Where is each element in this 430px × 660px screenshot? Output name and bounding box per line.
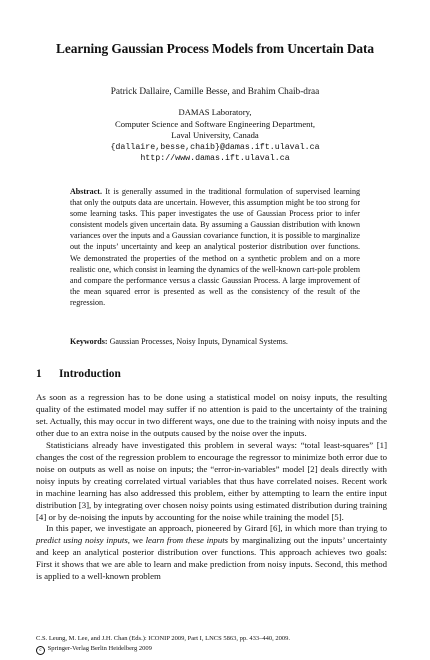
footer bbox=[36, 634, 290, 655]
affiliation-department: Computer Science and Software Engineering Department, bbox=[115, 118, 315, 129]
affiliation-url[interactable]: http://www.damas.ift.ulaval.ca bbox=[140, 154, 290, 163]
paragraph-1: As soon as a regression has to be done using a statistical model on noisy inputs, the resulting quality of the estimated model may suffer if no attention is paid to the uncertainty of the training set. Actually, this may occur in two different ways, one due to the training with noisy inputs and the other due to an extra noise in the outputs caused by the noise over the inputs. bbox=[36, 392, 387, 438]
author-list: Patrick Dallaire, Camille Besse, and Brahim Chaib-draa bbox=[110, 87, 320, 97]
paper-title: Learning Gaussian Process Models from Uncertain Data bbox=[56, 41, 374, 56]
abstract bbox=[70, 186, 360, 308]
keywords bbox=[70, 336, 370, 347]
paragraph-3 bbox=[36, 523, 387, 583]
affiliation-emails: {dallaire,besse,chaib}@damas.ift.ulaval.ca bbox=[110, 142, 320, 152]
section-title: Introduction bbox=[59, 368, 121, 380]
section-number: 1 bbox=[36, 368, 42, 380]
paragraph-3-emphasis-1: predict using noisy inputs bbox=[36, 535, 128, 546]
abstract-text: It is generally assumed in the traditional formulation of supervised learning that only the outputs data are uncertain. However, this assumption might be too strong for some learning tasks. This paper investigates the use of Gaussian Process prior to infer consistent models given uncertain data. By assuming a Gaussian distribution with known variances over the inputs and a Gaussian covariance function, it is possible to marginalize out the inputs’ uncertainty and keep an analytical posterior distribution over functions. We demonstrated the properties of the method on a synthetic problem and on a more realistic one, which consist in learning the dynamics of the well-known cart-pole problem and compare the performance versus a classic Gaussian Process. A large improvement of the mean squared error is presented as well as the consistency of the result of the regression. bbox=[70, 187, 361, 307]
footer-copyright bbox=[36, 644, 290, 655]
keywords-text: Gaussian Processes, Noisy Inputs, Dynamical Systems. bbox=[109, 337, 288, 346]
footer-citation: C.S. Leung, M. Lee, and J.H. Chan (Eds.): ICONIP 2009, Part I, LNCS 5863, pp. 433–440, 2009. bbox=[36, 635, 290, 642]
copyright-icon: c bbox=[36, 646, 45, 655]
affiliation-university: Laval University, Canada bbox=[171, 130, 259, 140]
paragraph-3-part-c: by marginalizing out the inputs’ uncertainty and keep an analytical posterior distribution over functions. This approach achieves two goals: First it shows that we are able to learn and make prediction from noisy inputs. Second, this method is applied to a well-known problem bbox=[36, 535, 388, 582]
abstract-label: Abstract. bbox=[70, 187, 102, 196]
paragraph-3-part-b: , we bbox=[127, 535, 146, 546]
affiliation-lab: DAMAS Laboratory, bbox=[178, 107, 252, 117]
keywords-label: Keywords: bbox=[70, 337, 108, 346]
paragraph-3-emphasis-2: learn from these inputs bbox=[145, 535, 229, 546]
paragraph-3-part-a: In this paper, we investigate an approach, pioneered by Girard [6], in which more than trying to bbox=[46, 523, 387, 534]
body-text bbox=[36, 392, 387, 583]
paragraph-2: Statisticians already have investigated this problem in several ways: “total least-squares” [1] changes the cost of the regression problem to encourage the regressor to minimize both error due to noise on outputs as well as noise on inputs; the “error-in-variables” model [2] deals directly with noisy inputs by creating correlated virtual variables that thus have correlated noises. Recent work in machine learning has also addressed this problem, either by attempting to learn the entire input distribution [3], by integrating over chosen noisy points using estimated distribution during training [4] or by de-noising the inputs by accounting for the noise while training the model [5]. bbox=[36, 439, 387, 522]
footer-publisher: Springer-Verlag Berlin Heidelberg 2009 bbox=[47, 644, 152, 652]
affiliation-block bbox=[0, 107, 430, 165]
section-heading bbox=[36, 368, 121, 380]
